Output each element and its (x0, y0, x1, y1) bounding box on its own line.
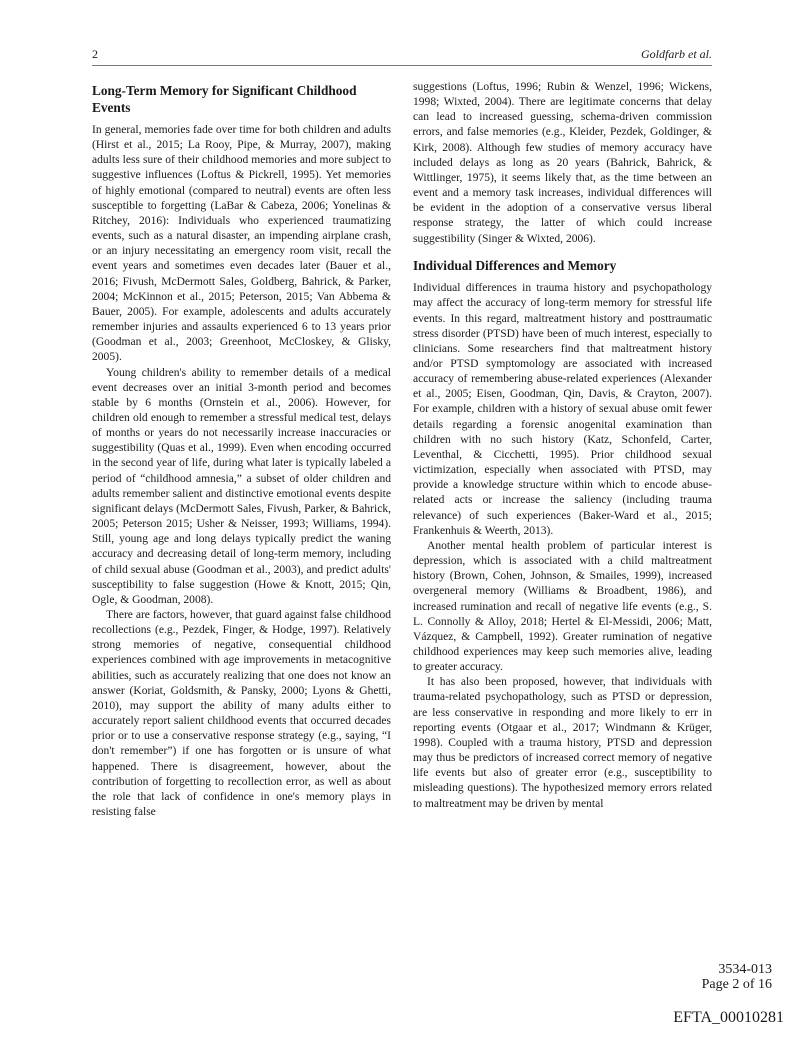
running-header (92, 47, 712, 66)
paragraph: It has also been proposed, however, that individuals with trauma-related psychopathology, such as PTSD or depression, are less conservative in responding and more likely to err in reporting events (Otgaar et al., 2017; Windmann & Krüger, 1998). Coupled with a trauma history, PTSD and depression may thus be predictors of increased correct memory of negative life events but also of greater error (e.g., susceptibility to misleading questions). The hypothesized memory errors related to maltreatment may be driven by mental (413, 676, 712, 810)
section-heading-long-term-memory: Long-Term Memory for Significant Childhood Events (92, 83, 357, 115)
paragraph: Individual differences in trauma history and psychopathology may affect the accuracy of long-term memory for stressful life events. In this regard, maltreatment history and posttraumatic stress disorder (PTSD) have been of much interest, especially to clinicians. Some researchers find that maltreatment history and/or PTSD symptomology are associated with increased accuracy of remembering abuse-related experiences (Alexander et al., 2005; Eisen, Goodman, Qin, Davis, & Crayton, 2007). For example, children with a history of sexual abuse omit fewer details regarding a forensic anogenital examination than children with no such history (Katz, Schonfeld, Carter, Leventhal, & Cicchetti, 1995). Prior childhood sexual victimization, especially when associated with PTSD, may provide a knowledge structure within which to encode abuse-related acts or increase the saliency (including trauma relevance) of such experiences (Baker-Ward et al., 2015; Frankenhuis & Weerth, 2013). (413, 282, 712, 537)
left-column (92, 80, 391, 820)
page-footer (702, 962, 772, 992)
paragraph: In general, memories fade over time for both children and adults (Hirst et al., 2015; La Rooy, Pipe, & Murray, 2007), making adults less sure of their childhood memories and more subject to suggestive influences (Loftus & Pickrell, 1995). Yet memories of highly emotional (compared to neutral) events are often less susceptible to forgetting (LaBar & Cabeza, 2006; Yonelinas & Ritchey, 2016): Individuals who experienced traumatizing events, such as a natural disaster, an impending airplane crash, or an injury necessitating an emergency room visit, recall the event years and sometimes even decades later (Bauer et al., 2016; Fivush, McDermott Sales, Goldberg, Bahrick, & Parker, 2004; McKinnon et al., 2015; Peterson, 2015; Van Abbema & Bauer, 2005). For example, adolescents and adults accurately remember injuries and assaults experienced 6 to 13 years prior (Goodman et al., 2003; Greenhoot, McCloskey, & Glisky, 2005). (92, 124, 391, 364)
bates-number: EFTA_00010281 (673, 1009, 784, 1026)
document-id: 3534-013 (718, 962, 772, 977)
right-column (413, 80, 712, 812)
paragraph-continuation: suggestions (Loftus, 1996; Rubin & Wenzel, 1996; Wickens, 1998; Wixted, 2004). There are legitimate concerns that delay can lead to increased guessing, schema-driven commission errors, and false memories (e.g., Kleider, Pezdek, Goldinger, & Kirk, 2008). Although few studies of memory accuracy have included delays as long as 20 years (Bahrick, Bahrick, & Wittlinger, 1975), it seems likely that, as the time between an event and a memory task increases, individual differences will be evident in the adoption of a conservative versus liberal response strategy, the latter of which could increase suggestibility (Singer & Wixted, 2006). (413, 81, 712, 245)
running-author: Goldfarb et al. (641, 47, 712, 61)
paragraph: Another mental health problem of particular interest is depression, which is associated with a child maltreatment history (Brown, Cohen, Johnson, & Smailes, 1999), increased overgeneral memory (Williams & Broadbent, 1986), and increased rumination and recall of negative life events (e.g., S. L. Connolly & Alloy, 2018; Hertel & El-Messidi, 2006; Matt, Vázquez, & Campbell, 1992). Greater rumination of negative childhood experiences may keep such memories alive, leading to greater accuracy. (413, 539, 712, 674)
paragraph: Young children's ability to remember details of a medical event decreases over an initial 3-month period and becomes stable by 6 months (Ornstein et al., 2006). However, for children old enough to remember a stressful medical test, delays of months or years do not necessarily increase inaccuracies or suggestibility (Quas et al., 1999). Even when encoding occurred in the second year of life, during what later is typically labeled a period of “childhood amnesia,” a subset of older children and adults remember salient and distinctive emotional events despite significant delays (McDermott Sales, Fivush, Parker, & Bahrick, 2005; Peterson 2015; Usher & Neisser, 1993; Williams, 1994). Still, young age and long delays typically predict the waning accuracy and decreasing detail of long-term memory, including of child sexual abuse (Goodman et al., 2003), and predict adults' susceptibility to false suggestion (Howe & Knott, 2015; Qin, Ogle, & Goodman, 2008). (92, 366, 391, 606)
section-heading-individual-differences: Individual Differences and Memory (413, 257, 617, 273)
page-number: 2 (92, 47, 98, 61)
page-count: Page 2 of 16 (701, 977, 772, 992)
paragraph: There are factors, however, that guard against false childhood recollections (e.g., Pezdek, Finger, & Hodge, 1997). Relatively strong memories of negative, consequential childhood experiences combined with age improvements in metacognitive abilities, such as accurately realizing that one does not know an answer (Koriat, Goldsmith, & Pansky, 2000; Lyons & Ghetti, 2010), may support the ability of many adults either to accurately report salient childhood events that occurred decades prior or to use a conservative response strategy (e.g., saying, “I don't remember”) if one has forgotten or is unsure of what happened. There is disagreement, however, about the contribution of forgetting to recollection error, as well as about the role that lack of confidence in one's memory plays in resisting false (92, 609, 391, 819)
